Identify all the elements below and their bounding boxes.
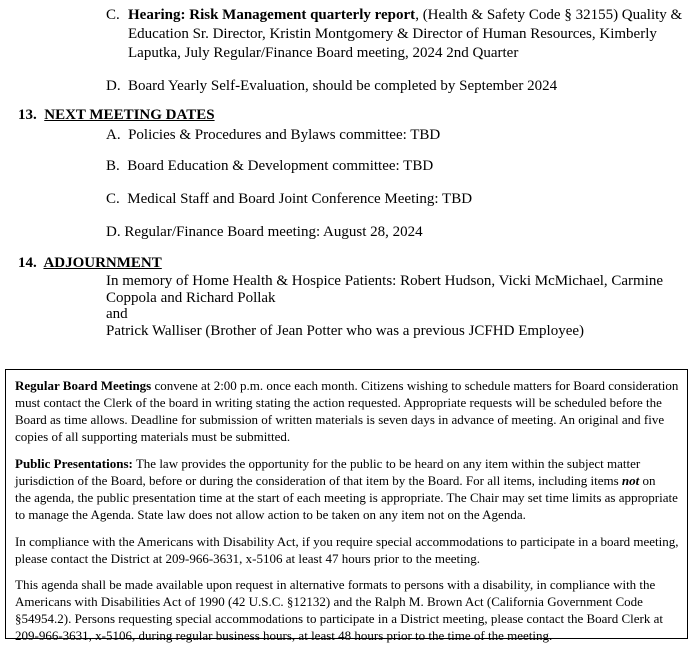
notice-p1-line-4: copies of all supporting materials must be submitted. <box>15 429 291 444</box>
section-13-item-d-letter: D. <box>106 224 121 240</box>
item-c-line-1-rest: , (Health & Safety Code § 32155) Quality & <box>415 7 683 23</box>
notice-p2-line-1-text: The law provides the opportunity for the public to be heard on any item within the subject matter <box>132 456 641 471</box>
notice-p2-line-4: to manage the Agenda. State law does not allow action to be taken on any item not on the Agenda. <box>15 507 526 522</box>
section-14-heading <box>18 254 162 273</box>
section-13-heading <box>18 106 215 125</box>
section-14-title: ADJOURNMENT <box>43 255 162 271</box>
notice-p2-line-2-end: on <box>639 473 656 488</box>
section-13-item-d <box>106 223 423 242</box>
notice-p3-line-1: In compliance with the Americans with Disability Act, if you require special accommodations to participate in a board meeting, <box>15 534 679 549</box>
notice-box <box>5 369 688 643</box>
adjournment-line-3: and <box>106 306 128 322</box>
item-d-text: Board Yearly Self-Evaluation, should be completed by September 2024 <box>128 78 558 94</box>
notice-p4-line-4: 209-966-3631, x-5106, during regular business hours, at least 48 hours prior to the time of the meeting. <box>15 628 553 643</box>
section-13-title: NEXT MEETING DATES <box>44 107 215 123</box>
item-c-line-3: Laputka, July Regular/Finance Board meeting, 2024 2nd Quarter <box>128 45 519 61</box>
notice-p2-line-2 <box>15 472 683 489</box>
section-14-number: 14. <box>18 255 37 271</box>
item-d-letter: D. <box>106 78 121 94</box>
notice-p4-line-3: §54954.2). Persons requesting special accommodations to participate in a District meeting, please contact the Board Clerk at <box>15 611 664 626</box>
section-13-item-c-letter: C. <box>106 191 120 207</box>
section-13-item-a-letter: A. <box>106 127 121 143</box>
notice-p4-line-2: Americans with Disabilities Act of 1990 (42 U.S.C. §12132) and the Ralph M. Brown Act (California Government Code <box>15 594 643 609</box>
notice-p2-line-3: the agenda, the public presentation time at the start of each meeting is appropriate. The Chair may set time limits as appropriate <box>15 490 678 505</box>
section-13-item-b <box>106 157 433 176</box>
item-c-bold-title: Hearing: Risk Management quarterly report <box>128 7 416 23</box>
section-13-item-c <box>106 190 472 209</box>
section-13-item-a <box>106 126 440 145</box>
item-c-line-2: Education Sr. Director, Kristin Montgomery & Director of Human Resources, Kimberly <box>128 26 657 42</box>
notice-p1-line-1 <box>15 377 683 394</box>
section-13-item-b-text: Board Education & Development committee: TBD <box>127 158 434 174</box>
item-c-letter: C. <box>106 7 120 23</box>
adjournment-line-4: Patrick Walliser (Brother of Jean Potter who was a previous JCFHD Employee) <box>106 323 585 339</box>
section-13-item-b-letter: B. <box>106 158 120 174</box>
adjournment-line-1: In memory of Home Health & Hospice Patients: Robert Hudson, Vicki McMichael, Carmine <box>106 273 664 289</box>
notice-p1-line-3: Board as time allows. Deadline for submission of written materials is seven days in advance of meeting. An original and five <box>15 412 665 427</box>
notice-p1-lead: Regular Board Meetings <box>15 378 152 393</box>
notice-p4-line-1: This agenda shall be made available upon request in alternative formats to persons with a disability, in compliance with the <box>15 577 656 592</box>
notice-p2-emphasis: not <box>621 473 640 488</box>
notice-p2-lead: Public Presentations: <box>15 456 133 471</box>
section-13-item-c-text: Medical Staff and Board Joint Conference Meeting: TBD <box>127 191 473 207</box>
section-13-item-a-text: Policies & Procedures and Bylaws committee: TBD <box>128 127 441 143</box>
section-13-number: 13. <box>18 107 37 123</box>
notice-p2-line-2-text: jurisdiction of the Board, before or during the consideration of that item by the Board. For all items, including items <box>15 473 622 488</box>
notice-p1-line-2: must contact the Clerk of the board in writing stating the action requested. Appropriate requests will be scheduled before the <box>15 395 662 410</box>
section-13-item-d-text: Regular/Finance Board meeting: August 28, 2024 <box>124 224 423 240</box>
notice-p3-line-2: please contact the District at 209-966-3631, x-5106 at least 47 hours prior to the meeting. <box>15 551 480 566</box>
notice-p1-line-1-text: convene at 2:00 p.m. once each month. Citizens wishing to schedule matters for Board consideration <box>151 378 679 393</box>
adjournment-line-2: Coppola and Richard Pollak <box>106 290 276 306</box>
notice-p2-line-1 <box>15 455 683 472</box>
item-c-line-1 <box>128 6 682 25</box>
